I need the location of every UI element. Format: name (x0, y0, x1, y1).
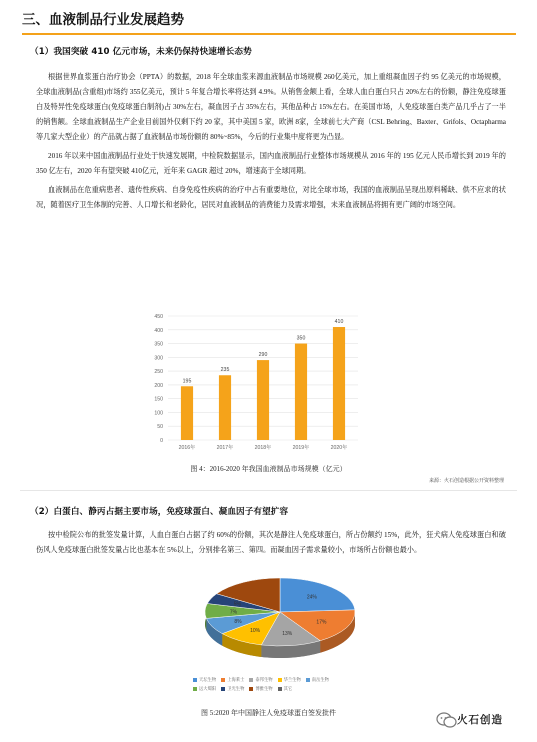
bar (257, 360, 269, 440)
legend-swatch (193, 678, 197, 682)
paragraph: 2016 年以来中国血液制品行业处于快速发展期，中检院数据显示，国内血液制品行业整体市场规模从 2016 年的 195 亿元人民币增长到 2019 年的 350 亿左右，2020 年有望突破 410亿元，近年来 GAGR 超过 20%，增速高于全球同期。 (36, 152, 506, 175)
bar (333, 327, 345, 440)
divider (20, 490, 517, 491)
bar (181, 386, 193, 440)
paragraph: 按中检院公布的批签发量计算，人血白蛋白占据了约 60%的份额，其次是静注人免疫球蛋白，所占份额约 15%，此外，狂犬病人免疫球蛋白和破伤风人免疫球蛋白批签发量占比也基本在 5%以上，分别排名第三、第四。而凝血因子需求量较小，市场所占份额也最小。 (36, 531, 506, 554)
legend-swatch (193, 687, 197, 691)
legend-item (278, 676, 301, 685)
legend-swatch (306, 678, 310, 682)
y-tick-label: 0 (160, 438, 163, 444)
legend-label: 上海莱士 (227, 678, 245, 683)
y-tick-label: 100 (154, 410, 163, 417)
subsection-heading-1: （1）我国突破 410 亿元市场，未来仍保持快速增长态势 (30, 47, 252, 57)
bar-chart (146, 308, 366, 453)
legend-item (278, 685, 293, 694)
pie-chart (190, 572, 370, 667)
legend-swatch (278, 687, 282, 691)
legend-item (193, 676, 216, 685)
legend-item (249, 685, 272, 694)
legend-label: 卫光生物 (227, 687, 245, 692)
y-tick-label: 150 (154, 396, 163, 403)
x-tick-label: 2019年 (292, 445, 310, 451)
figure-caption-4: 图 4：2016-2020 年我国血液制品市场规模（亿元） (190, 465, 347, 473)
section-rule (22, 33, 516, 35)
subsection-heading-2: （2）白蛋白、静丙占据主要市场，免疫球蛋白、凝血因子有望扩容 (30, 507, 289, 517)
pie-slice (280, 578, 355, 612)
pie-slice-label: 13% (282, 630, 293, 637)
legend-item (193, 685, 216, 694)
watermark-text: 火石创造 (457, 714, 503, 726)
data-label: 350 (296, 335, 306, 342)
section-title: 三、血液制品行业发展趋势 (22, 12, 184, 28)
x-tick-label: 2020年 (330, 445, 348, 451)
data-label: 195 (182, 378, 192, 385)
data-label: 235 (220, 367, 230, 374)
legend-label: 泰邦生物 (255, 678, 273, 683)
legend-label: 南岳生物 (311, 678, 329, 683)
pie-slice-label: 5% (233, 601, 241, 608)
bar (295, 344, 307, 440)
bar (219, 375, 231, 440)
paragraph: 血液制品在危重病患者、遗传性疾病、自身免疫性疾病的治疗中占有重要地位，对比全球市场，我国的血液制品呈现出原料稀缺、供不应求的状况，随着医疗卫生体制的完善、人口增长和老龄化，居民对血液制品的消费能力及需求增强，未来血液制品将拥有更广阔的市场空间。 (36, 186, 506, 209)
y-tick-label: 50 (157, 424, 163, 431)
paragraph-block-2 (36, 528, 506, 558)
pie-slice-label: 24% (306, 594, 317, 601)
legend-label: 博雅生物 (255, 687, 273, 692)
legend-swatch (278, 678, 282, 682)
legend-label: 天坛生物 (199, 678, 217, 683)
y-tick-label: 200 (154, 382, 163, 389)
pie-slice-label: 10% (250, 627, 261, 634)
legend-label: 其它 (283, 687, 293, 692)
y-tick-label: 400 (154, 327, 163, 334)
y-tick-label: 350 (154, 341, 163, 348)
source-note: 来源：火石创造根据公开资料整理 (428, 478, 504, 484)
paragraph-block-1 (36, 70, 506, 213)
data-label: 410 (334, 319, 344, 326)
legend-item (306, 676, 329, 685)
x-tick-label: 2016年 (178, 445, 196, 451)
pie-chart-svg (190, 572, 370, 667)
figure-caption-5: 图 5:2020 年中国静注人免疫球蛋白签发批件 (201, 709, 336, 717)
legend-swatch (249, 687, 253, 691)
pie-slice-label: 17% (316, 619, 327, 626)
legend-label: 华兰生物 (283, 678, 301, 683)
y-tick-label: 300 (154, 355, 163, 362)
data-label: 290 (258, 352, 268, 359)
legend-label: 远大蜀阳 (199, 687, 217, 692)
y-tick-label: 250 (154, 369, 163, 376)
x-tick-label: 2018年 (254, 445, 272, 451)
pie-legend (193, 676, 353, 694)
legend-item (249, 676, 272, 685)
paragraph: 根据世界血浆蛋白治疗协会（PPTA）的数据，2018 年全球血浆来源血液制品市场规模 260亿美元，加上重组凝血因子约 95 亿美元的市场规模，全球血液制品(含重组)市场约 355亿美元，预计 5 年复合增长率将达到 4.9%。从销售金额上看，全球人血白蛋白只占 20%左右的份额，静注免疫球蛋白及特异性免疫球蛋白(免疫球蛋白制剂)占 30%左右，凝血因子占 35%左右，其他品种占 15%左右。在美国市场，人免疫球蛋白类产品几乎占了一半的销售额。全球血液制品生产企业目前国外仅剩下约 20 家，其中美国 5 家，欧洲 8家，全球前七大产商（CSL Behring、Baxter、Grifols、Octapharma 等几家大型企业）的产品就占据了血液制品市场份额的 80%~85%，今后的行业集中度将更为凸显。 (36, 73, 506, 141)
pie-slice-label: 8% (234, 618, 242, 625)
x-tick-label: 2017年 (216, 445, 234, 451)
y-tick-label: 450 (154, 314, 163, 320)
legend-item (221, 685, 244, 694)
legend-swatch (221, 687, 225, 691)
legend-swatch (221, 678, 225, 682)
pie-slice-label: 7% (229, 609, 238, 616)
bar-chart-svg (146, 308, 366, 453)
legend-item (221, 676, 244, 685)
legend-swatch (249, 678, 253, 682)
